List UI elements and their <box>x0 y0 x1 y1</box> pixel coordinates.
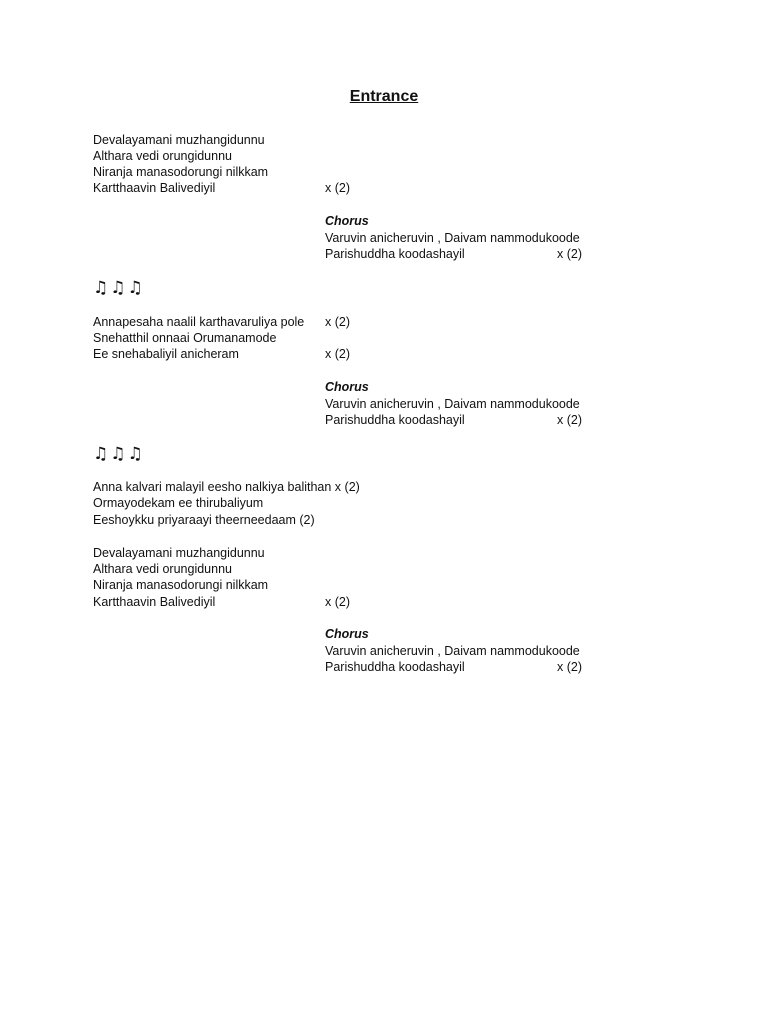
verse1-line-4: Kartthaavin Balivediyil <box>93 181 216 195</box>
chorus3-label: Chorus <box>325 627 369 641</box>
verse3-line-1: Anna kalvari malayil eesho nalkiya balithan x (2) <box>93 480 360 494</box>
verse2-line-3: Ee snehabaliyil anicheram <box>93 347 239 361</box>
chorus1-line-1: Varuvin anicheruvin , Daivam nammodukoode <box>325 231 580 245</box>
verse4-line-1: Devalayamani muzhangidunnu <box>93 546 265 560</box>
verse3-line-3: Eeshoykku priyaraayi theerneedaam (2) <box>93 513 315 527</box>
verse2-repeat-1: x (2) <box>325 315 350 329</box>
verse2-line-2: Snehatthil onnaai Orumanamode <box>93 331 277 345</box>
verse4-line-3: Niranja manasodorungi nilkkam <box>93 578 269 592</box>
verse3-line-2: Ormayodekam ee thirubaliyum <box>93 496 264 510</box>
chorus3-repeat: x (2) <box>557 660 582 674</box>
chorus1-repeat: x (2) <box>557 247 582 261</box>
verse4-line-4: Kartthaavin Balivediyil <box>93 595 216 609</box>
verse4-repeat: x (2) <box>325 595 350 609</box>
chorus1-line-2: Parishuddha koodashayil <box>325 247 465 261</box>
verse2-line-1: Annapesaha naalil karthavaruliya pole <box>93 315 305 329</box>
chorus3-line-2: Parishuddha koodashayil <box>325 660 465 674</box>
music-notes-icon: ♫♫♫ <box>93 444 145 464</box>
chorus2-repeat: x (2) <box>557 413 582 427</box>
music-notes-icon: ♫♫♫ <box>93 278 145 298</box>
chorus2-line-2: Parishuddha koodashayil <box>325 413 465 427</box>
verse1-line-3: Niranja manasodorungi nilkkam <box>93 165 269 179</box>
verse2-repeat-2: x (2) <box>325 347 350 361</box>
verse1-repeat: x (2) <box>325 181 350 195</box>
chorus3-line-1: Varuvin anicheruvin , Daivam nammodukoode <box>325 644 580 658</box>
page-title: Entrance <box>349 88 419 105</box>
verse1-line-1: Devalayamani muzhangidunnu <box>93 133 265 147</box>
chorus2-label: Chorus <box>325 380 369 394</box>
chorus2-line-1: Varuvin anicheruvin , Daivam nammodukoode <box>325 397 580 411</box>
chorus1-label: Chorus <box>325 214 369 228</box>
verse4-line-2: Althara vedi orungidunnu <box>93 562 232 576</box>
verse1-line-2: Althara vedi orungidunnu <box>93 149 232 163</box>
